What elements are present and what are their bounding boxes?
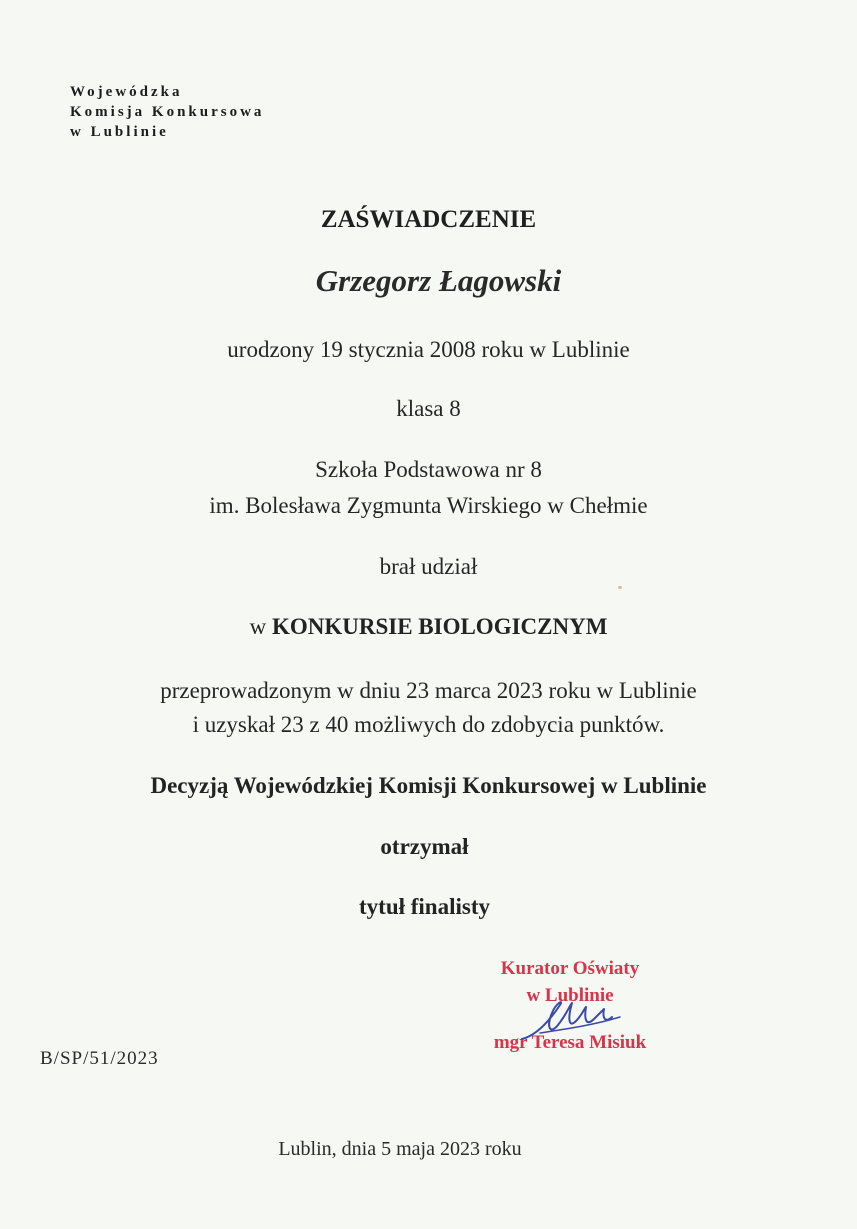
issuer-line-3: w Lublinie bbox=[70, 124, 169, 140]
contest-prefix: w bbox=[249, 614, 272, 639]
recipient-name: Grzegorz Łagowski bbox=[315, 263, 562, 298]
score-text: i uzyskał 23 z 40 możliwych do zdobycia punktów. bbox=[192, 712, 665, 737]
contest-date: przeprowadzonym w dniu 23 marca 2023 roku w Lublinie bbox=[160, 678, 697, 703]
received-text: otrzymał bbox=[380, 834, 469, 859]
reference-number: B/SP/51/2023 bbox=[40, 1048, 159, 1069]
certificate-title: ZAŚWIADCZENIE bbox=[320, 206, 537, 233]
issuer-header bbox=[70, 82, 264, 142]
paper-speck bbox=[618, 586, 622, 589]
class-info: klasa 8 bbox=[396, 396, 461, 421]
participation-text: brał udział bbox=[379, 554, 478, 579]
award-text: tytuł finalisty bbox=[359, 894, 490, 919]
stamp-line-1: Kurator Oświaty bbox=[500, 958, 640, 979]
school-name-line-2: im. Bolesława Zygmunta Wirskiego w Chełmie bbox=[209, 493, 648, 518]
issuer-line-2: Komisja Konkursowa bbox=[70, 104, 265, 120]
contest-line bbox=[0, 614, 857, 640]
contest-name: KONKURSIE BIOLOGICZNYM bbox=[271, 614, 608, 639]
handwritten-signature bbox=[516, 995, 626, 1045]
issuer-line-1: Wojewódzka bbox=[70, 84, 183, 100]
stamp-line-2: w Lublinie bbox=[526, 985, 614, 1006]
birth-info: urodzony 19 stycznia 2008 roku w Lublinie bbox=[227, 337, 630, 362]
stamp-line-3: mgr Teresa Misiuk bbox=[493, 1032, 647, 1053]
school-name-line-1: Szkoła Podstawowa nr 8 bbox=[315, 457, 542, 482]
place-and-date: Lublin, dnia 5 maja 2023 roku bbox=[278, 1138, 522, 1160]
decision-text: Decyzją Wojewódzkiej Komisji Konkursowej w Lublinie bbox=[150, 773, 707, 798]
